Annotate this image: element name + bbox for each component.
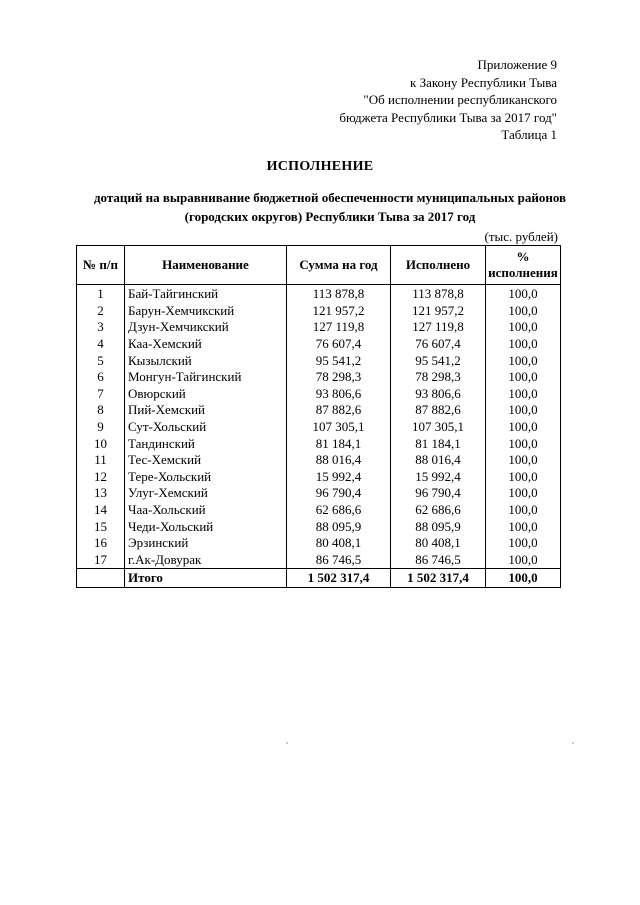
district-name: Каа-Хемский bbox=[125, 336, 287, 353]
document-title: ИСПОЛНЕНИЕ bbox=[266, 159, 374, 174]
annual-sum: 121 957,2 bbox=[287, 303, 391, 320]
table-row bbox=[77, 402, 561, 419]
table-row bbox=[77, 336, 561, 353]
district-name: Тандинский bbox=[125, 435, 287, 452]
execution-percent: 100,0 bbox=[486, 336, 561, 353]
annual-sum: 88 095,9 bbox=[287, 518, 391, 535]
executed-sum: 127 119,8 bbox=[391, 319, 486, 336]
appendix-line: Приложение 9 bbox=[477, 57, 557, 72]
annual-sum: 81 184,1 bbox=[287, 435, 391, 452]
district-name: Тере-Хольский bbox=[125, 469, 287, 486]
row-number: 5 bbox=[77, 352, 125, 369]
table-row bbox=[77, 502, 561, 519]
total-label: Итого bbox=[125, 569, 287, 588]
table-number: Таблица 1 bbox=[501, 127, 557, 142]
header-name: Наименование bbox=[125, 246, 287, 285]
table-row bbox=[77, 469, 561, 486]
row-number: 4 bbox=[77, 336, 125, 353]
document-subtitle bbox=[60, 188, 600, 226]
annual-sum: 88 016,4 bbox=[287, 452, 391, 469]
district-name: Тес-Хемский bbox=[125, 452, 287, 469]
table-row bbox=[77, 386, 561, 403]
annual-sum: 95 541,2 bbox=[287, 352, 391, 369]
row-number: 10 bbox=[77, 435, 125, 452]
annual-sum: 80 408,1 bbox=[287, 535, 391, 552]
row-number: 1 bbox=[77, 285, 125, 303]
table-row bbox=[77, 319, 561, 336]
executed-sum: 113 878,8 bbox=[391, 285, 486, 303]
executed-sum: 76 607,4 bbox=[391, 336, 486, 353]
executed-sum: 86 746,5 bbox=[391, 552, 486, 569]
units-note: (тыс. рублей) bbox=[484, 229, 558, 244]
executed-sum: 93 806,6 bbox=[391, 386, 486, 403]
row-number: 8 bbox=[77, 402, 125, 419]
row-number: 6 bbox=[77, 369, 125, 386]
row-number: 3 bbox=[77, 319, 125, 336]
district-name: Улуг-Хемский bbox=[125, 485, 287, 502]
subtitle-line-2: (городских округов) Республики Тыва за 2017 год bbox=[184, 209, 476, 224]
row-number: 15 bbox=[77, 518, 125, 535]
execution-percent: 100,0 bbox=[486, 485, 561, 502]
annual-sum: 86 746,5 bbox=[287, 552, 391, 569]
execution-percent: 100,0 bbox=[486, 419, 561, 436]
header-executed: Исполнено bbox=[391, 246, 486, 285]
table-row bbox=[77, 419, 561, 436]
execution-percent: 100,0 bbox=[486, 402, 561, 419]
annual-sum: 78 298,3 bbox=[287, 369, 391, 386]
district-name: Кызылский bbox=[125, 352, 287, 369]
appendix-line: к Закону Республики Тыва bbox=[410, 74, 557, 90]
executed-sum: 62 686,6 bbox=[391, 502, 486, 519]
district-name: Монгун-Тайгинский bbox=[125, 369, 287, 386]
header-percent bbox=[486, 246, 561, 285]
table-row bbox=[77, 452, 561, 469]
row-number: 7 bbox=[77, 386, 125, 403]
executed-sum: 88 016,4 bbox=[391, 452, 486, 469]
table-row bbox=[77, 552, 561, 569]
appendix-line: бюджета Республики Тыва за 2017 год" bbox=[339, 109, 557, 125]
total-percent: 100,0 bbox=[486, 569, 561, 588]
executed-sum: 81 184,1 bbox=[391, 435, 486, 452]
annual-sum: 93 806,6 bbox=[287, 386, 391, 403]
district-name: Бай-Тайгинский bbox=[125, 285, 287, 303]
row-number: 13 bbox=[77, 485, 125, 502]
header-percent-label: исполнения bbox=[488, 265, 558, 280]
subtitle-line-1: дотаций на выравнивание бюджетной обеспеченности муниципальных районов bbox=[93, 190, 567, 205]
execution-table bbox=[76, 245, 561, 588]
table-row bbox=[77, 352, 561, 369]
district-name: Дзун-Хемчикский bbox=[125, 319, 287, 336]
executed-sum: 88 095,9 bbox=[391, 518, 486, 535]
execution-percent: 100,0 bbox=[486, 319, 561, 336]
appendix-header bbox=[257, 56, 557, 144]
executed-sum: 80 408,1 bbox=[391, 535, 486, 552]
row-number: 11 bbox=[77, 452, 125, 469]
district-name: Барун-Хемчикский bbox=[125, 303, 287, 320]
annual-sum: 62 686,6 bbox=[287, 502, 391, 519]
row-number: 9 bbox=[77, 419, 125, 436]
executed-sum: 96 790,4 bbox=[391, 485, 486, 502]
executed-sum: 87 882,6 bbox=[391, 402, 486, 419]
executed-sum: 15 992,4 bbox=[391, 469, 486, 486]
district-name: г.Ак-Довурак bbox=[125, 552, 287, 569]
table-row bbox=[77, 518, 561, 535]
executed-sum: 107 305,1 bbox=[391, 419, 486, 436]
execution-percent: 100,0 bbox=[486, 303, 561, 320]
execution-percent: 100,0 bbox=[486, 502, 561, 519]
annual-sum: 107 305,1 bbox=[287, 419, 391, 436]
row-number: 12 bbox=[77, 469, 125, 486]
total-executed: 1 502 317,4 bbox=[391, 569, 486, 588]
scan-speck bbox=[286, 742, 288, 744]
table-header-row bbox=[77, 246, 561, 285]
annual-sum: 87 882,6 bbox=[287, 402, 391, 419]
table-row bbox=[77, 535, 561, 552]
execution-percent: 100,0 bbox=[486, 386, 561, 403]
annual-sum: 127 119,8 bbox=[287, 319, 391, 336]
execution-percent: 100,0 bbox=[486, 469, 561, 486]
annual-sum: 76 607,4 bbox=[287, 336, 391, 353]
district-name: Эрзинский bbox=[125, 535, 287, 552]
total-num-cell bbox=[77, 569, 125, 588]
annual-sum: 96 790,4 bbox=[287, 485, 391, 502]
district-name: Чаа-Хольский bbox=[125, 502, 287, 519]
annual-sum: 15 992,4 bbox=[287, 469, 391, 486]
execution-percent: 100,0 bbox=[486, 352, 561, 369]
execution-percent: 100,0 bbox=[486, 369, 561, 386]
executed-sum: 121 957,2 bbox=[391, 303, 486, 320]
execution-percent: 100,0 bbox=[486, 452, 561, 469]
execution-percent: 100,0 bbox=[486, 435, 561, 452]
row-number: 16 bbox=[77, 535, 125, 552]
execution-percent: 100,0 bbox=[486, 518, 561, 535]
table-row bbox=[77, 303, 561, 320]
table-row bbox=[77, 285, 561, 303]
district-name: Сут-Хольский bbox=[125, 419, 287, 436]
row-number: 2 bbox=[77, 303, 125, 320]
annual-sum: 113 878,8 bbox=[287, 285, 391, 303]
header-percent-sign: % bbox=[516, 249, 530, 264]
table-row bbox=[77, 485, 561, 502]
header-num: № п/п bbox=[77, 246, 125, 285]
table-body bbox=[77, 285, 561, 569]
execution-percent: 100,0 bbox=[486, 285, 561, 303]
executed-sum: 95 541,2 bbox=[391, 352, 486, 369]
header-sum: Сумма на год bbox=[287, 246, 391, 285]
total-sum: 1 502 317,4 bbox=[287, 569, 391, 588]
table-row bbox=[77, 369, 561, 386]
district-name: Овюрский bbox=[125, 386, 287, 403]
row-number: 14 bbox=[77, 502, 125, 519]
row-number: 17 bbox=[77, 552, 125, 569]
table-row bbox=[77, 435, 561, 452]
execution-percent: 100,0 bbox=[486, 535, 561, 552]
executed-sum: 78 298,3 bbox=[391, 369, 486, 386]
total-row bbox=[77, 569, 561, 588]
execution-percent: 100,0 bbox=[486, 552, 561, 569]
scan-speck bbox=[572, 742, 574, 744]
district-name: Чеди-Хольский bbox=[125, 518, 287, 535]
district-name: Пий-Хемский bbox=[125, 402, 287, 419]
appendix-line: "Об исполнении республиканского bbox=[363, 92, 557, 107]
